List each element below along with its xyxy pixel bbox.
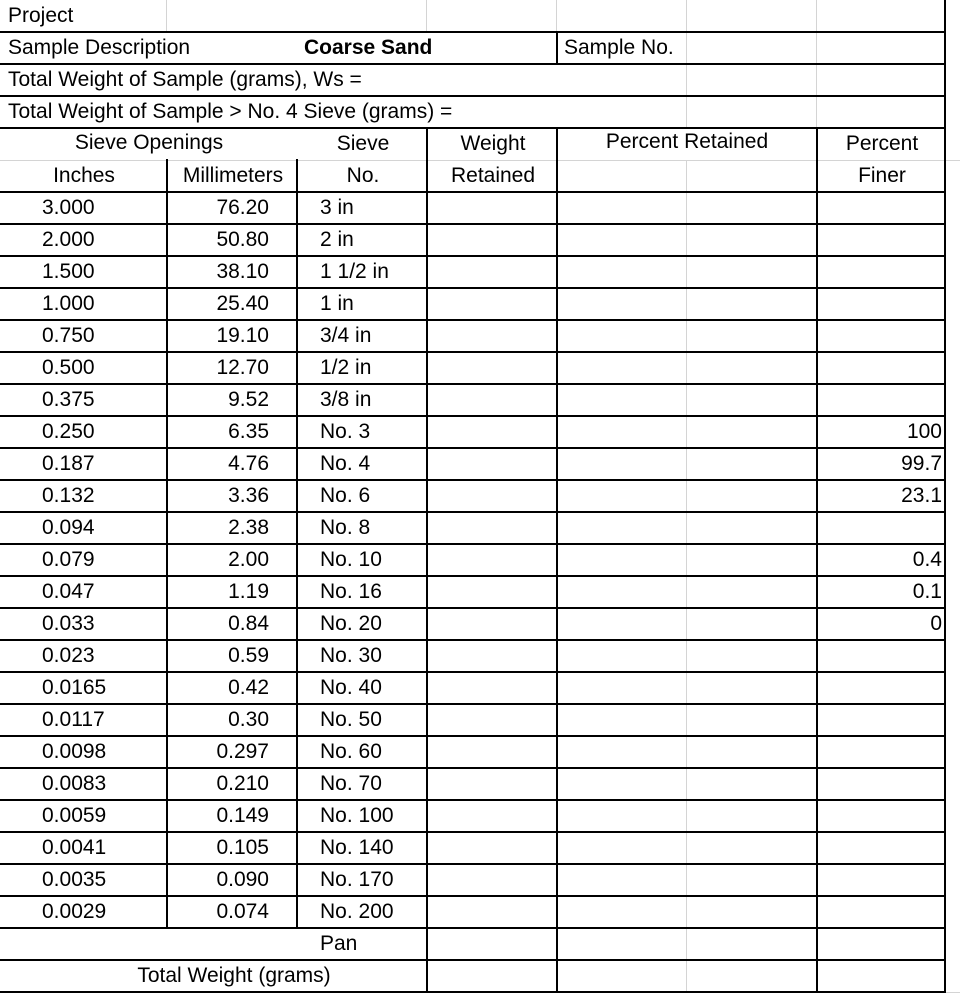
- percent-finer-cell[interactable]: 100: [906, 420, 942, 443]
- sieve-no-cell[interactable]: 1 1/2 in: [320, 260, 389, 283]
- sieve-no-cell[interactable]: No. 100: [320, 804, 394, 827]
- sieve-no-cell[interactable]: No. 140: [320, 836, 394, 859]
- percent-finer-cell[interactable]: 99.7: [901, 452, 942, 475]
- millimeters-cell[interactable]: 19.10: [216, 324, 269, 347]
- sieve-no-cell[interactable]: No. 6: [320, 484, 371, 507]
- millimeters-cell[interactable]: 0.105: [216, 836, 269, 859]
- millimeters-cell[interactable]: 2.00: [228, 548, 269, 571]
- sieve-no-cell[interactable]: No. 3: [320, 420, 371, 443]
- millimeters-cell[interactable]: 0.074: [216, 900, 269, 923]
- inches-cell[interactable]: 0.0117: [42, 708, 105, 731]
- millimeters-cell[interactable]: 38.10: [216, 260, 269, 283]
- millimeters-cell[interactable]: 9.52: [228, 388, 269, 411]
- inches-cell[interactable]: 0.0165: [42, 676, 107, 699]
- sieve-no-cell[interactable]: 1 in: [320, 292, 354, 315]
- sieve-no-cell[interactable]: No. 170: [320, 868, 394, 891]
- inches-cell[interactable]: 0.250: [42, 420, 95, 443]
- header-retained: Retained: [450, 164, 536, 187]
- inches-cell[interactable]: 0.375: [42, 388, 95, 411]
- sieve-no-cell[interactable]: 3/8 in: [320, 388, 372, 411]
- sieve-no-cell[interactable]: No. 10: [320, 548, 382, 571]
- inches-cell[interactable]: 0.0098: [42, 740, 107, 763]
- millimeters-cell[interactable]: 6.35: [228, 420, 269, 443]
- header-sieve-openings: Sieve Openings: [74, 131, 224, 154]
- inches-cell[interactable]: 3.000: [42, 196, 95, 219]
- header-millimeters: Millimeters: [182, 164, 284, 187]
- inches-cell[interactable]: 1.500: [42, 260, 95, 283]
- millimeters-cell[interactable]: 0.149: [216, 804, 269, 827]
- inches-cell[interactable]: 0.0041: [42, 836, 107, 859]
- sieve-no-cell[interactable]: No. 70: [320, 772, 382, 795]
- sieve-no-cell[interactable]: No. 8: [320, 516, 371, 539]
- inches-cell[interactable]: 0.079: [42, 548, 95, 571]
- millimeters-cell[interactable]: 25.40: [216, 292, 269, 315]
- millimeters-cell[interactable]: 0.59: [228, 644, 269, 667]
- sieve-no-cell[interactable]: No. 40: [320, 676, 382, 699]
- percent-finer-cell[interactable]: 0.1: [912, 580, 942, 603]
- millimeters-cell[interactable]: 1.19: [228, 580, 269, 603]
- inches-cell[interactable]: 1.000: [42, 292, 95, 315]
- inches-cell[interactable]: 0.0029: [42, 900, 107, 923]
- millimeters-cell[interactable]: 0.210: [216, 772, 269, 795]
- percent-finer-cell[interactable]: 0.4: [912, 548, 942, 571]
- sieve-no-cell[interactable]: No. 60: [320, 740, 382, 763]
- inches-cell[interactable]: 0.033: [42, 612, 95, 635]
- sample-no-label: Sample No.: [564, 36, 674, 59]
- header-sieve: Sieve: [336, 132, 390, 155]
- inches-cell[interactable]: 0.047: [42, 580, 95, 603]
- inches-cell[interactable]: 0.0083: [42, 772, 107, 795]
- inches-cell[interactable]: 0.750: [42, 324, 95, 347]
- millimeters-cell[interactable]: 12.70: [216, 356, 269, 379]
- sieve-no-cell[interactable]: No. 30: [320, 644, 382, 667]
- sieve-no-cell[interactable]: No. 20: [320, 612, 382, 635]
- millimeters-cell[interactable]: 3.36: [228, 484, 269, 507]
- total-weight-label: Total Weight of Sample (grams), Ws =: [8, 68, 362, 91]
- percent-finer-cell[interactable]: 0: [930, 612, 942, 635]
- sieve-no-cell[interactable]: 3/4 in: [320, 324, 372, 347]
- millimeters-cell[interactable]: 2.38: [228, 516, 269, 539]
- sample-description-value[interactable]: Coarse Sand: [304, 36, 433, 59]
- percent-finer-cell[interactable]: 23.1: [901, 484, 942, 507]
- sieve-no-cell[interactable]: 2 in: [320, 228, 354, 251]
- header-finer: Finer: [858, 164, 906, 187]
- inches-cell[interactable]: 0.094: [42, 516, 95, 539]
- sieve-no-cell[interactable]: No. 50: [320, 708, 382, 731]
- inches-cell[interactable]: 0.132: [42, 484, 95, 507]
- sieve-no-cell[interactable]: No. 200: [320, 900, 394, 923]
- inches-cell[interactable]: 0.500: [42, 356, 95, 379]
- inches-cell[interactable]: 0.0059: [42, 804, 107, 827]
- inches-cell[interactable]: 0.023: [42, 644, 95, 667]
- header-weight: Weight: [460, 132, 526, 155]
- header-sieve-no: No.: [346, 164, 380, 187]
- inches-cell[interactable]: 0.187: [42, 452, 95, 475]
- inches-cell[interactable]: 0.0035: [42, 868, 107, 891]
- millimeters-cell[interactable]: 0.30: [228, 708, 269, 731]
- inches-cell[interactable]: 2.000: [42, 228, 95, 251]
- header-percent-retained: Percent Retained: [605, 130, 769, 153]
- millimeters-cell[interactable]: 0.297: [216, 740, 269, 763]
- total-weight-row-label: Total Weight (grams): [137, 964, 331, 987]
- header-percent: Percent: [845, 132, 919, 155]
- sieve-no-cell[interactable]: No. 4: [320, 452, 371, 475]
- project-label: Project: [8, 4, 74, 27]
- millimeters-cell[interactable]: 0.090: [216, 868, 269, 891]
- millimeters-cell[interactable]: 0.42: [228, 676, 269, 699]
- sample-description-label: Sample Description: [8, 36, 191, 59]
- millimeters-cell[interactable]: 4.76: [228, 452, 269, 475]
- sieve-no-cell[interactable]: 1/2 in: [320, 356, 372, 379]
- millimeters-cell[interactable]: 0.84: [228, 612, 269, 635]
- header-inches: Inches: [53, 164, 115, 187]
- millimeters-cell[interactable]: 76.20: [216, 196, 269, 219]
- sieve-no-cell[interactable]: No. 16: [320, 580, 382, 603]
- total-weight-no4-label: Total Weight of Sample > No. 4 Sieve (grams) =: [8, 100, 453, 123]
- pan-label: Pan: [320, 932, 358, 955]
- millimeters-cell[interactable]: 50.80: [216, 228, 269, 251]
- sieve-no-cell[interactable]: 3 in: [320, 196, 354, 219]
